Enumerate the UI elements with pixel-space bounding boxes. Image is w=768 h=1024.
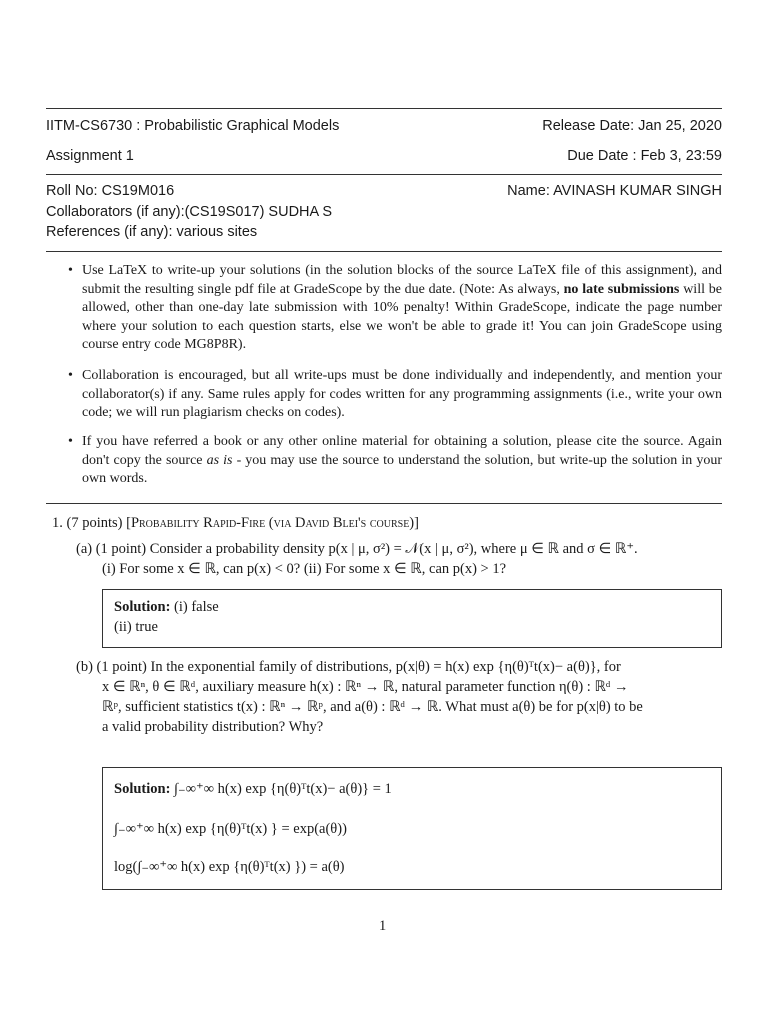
- solution-b-equation-1: ∫₋∞⁺∞ h(x) exp {η(θ)ᵀt(x)− a(θ)} = 1: [174, 781, 392, 797]
- question-points: (7 points): [66, 515, 123, 531]
- solution-b-equation-2: ∫₋∞⁺∞ h(x) exp {η(θ)ᵀt(x) } = exp(a(θ)): [114, 821, 347, 837]
- instruction-text: If you have referred a book or any other online material for obtaining a solution, please cite the source. Again don't copy the source as is - you may use the source to understand the solution, but write-up the solution in your own words.: [82, 434, 722, 486]
- solution-box-b: [102, 767, 722, 890]
- solution-label: Solution:: [114, 781, 171, 797]
- solution-box-a: [102, 589, 722, 648]
- course-title: IITM-CS6730 : Probabilistic Graphical Models: [46, 118, 340, 134]
- solution-a-answer-1: (i) false: [174, 599, 219, 615]
- solution-a-answer-2: (ii) true: [114, 619, 158, 635]
- part-b-line-2: x ∈ ℝⁿ, θ ∈ ℝᵈ, auxiliary measure h(x) : ℝⁿ → ℝ, natural parameter function η(θ) : ℝᵈ →: [102, 679, 629, 695]
- roll-number: Roll No: CS19M016: [46, 183, 175, 199]
- bullet-dot: •: [68, 263, 73, 278]
- no-late-submissions: no late submissions: [563, 281, 680, 297]
- question-number: 1.: [52, 515, 63, 531]
- part-b-text: In the exponential family of distributions, p(x|θ) = h(x) exp {η(θ)ᵀt(x)− a(θ)}, for: [150, 659, 621, 675]
- bullet-dot: •: [68, 434, 73, 449]
- info-rule: [46, 251, 722, 252]
- page-number: 1: [379, 918, 387, 934]
- latex-logo: LaTeX: [108, 263, 148, 278]
- solution-label: Solution:: [114, 599, 171, 615]
- header-rule: [46, 174, 722, 175]
- release-date: Release Date: Jan 25, 2020: [542, 118, 722, 134]
- part-b-points: (1 point): [96, 659, 147, 675]
- bullet-dot: •: [68, 368, 73, 383]
- question-title: [Probability Rapid-Fire (via David Blei's course)]: [126, 515, 419, 531]
- part-a-text: Consider a probability density p(x | μ, σ²) = 𝒩(x | μ, σ²), where μ ∈ ℝ and σ ∈ ℝ⁺.: [149, 541, 638, 557]
- solution-b-line-1: [114, 779, 392, 799]
- latex-logo: LaTeX: [517, 263, 557, 278]
- instructions-rule: [46, 503, 722, 504]
- part-b-label: (b): [76, 659, 93, 675]
- student-name: Name: AVINASH KUMAR SINGH: [507, 183, 722, 199]
- references: References (if any): various sites: [46, 224, 258, 240]
- as-is-italic: as is: [206, 452, 233, 468]
- instruction-text: Use LaTeX to write-up your solutions (in the solution blocks of the source LaTeX file of this assignment), and submit the resulting single pdf file at GradeScope by the due date. (Note: As always, no late submissions will be allowed, other than one-day late submission with 10% penalty! Within GradeScope, indicate the page number where your solution to each question starts, else we won't be able to grade it! You can join GradeScope using course entry code MG8P8R).: [82, 263, 722, 352]
- top-rule: [46, 108, 722, 109]
- part-b-line-1: [76, 657, 621, 677]
- collaborators: Collaborators (if any):(CS19S017) SUDHA S: [46, 204, 333, 220]
- part-a-label: (a): [76, 541, 93, 557]
- solution-a-line-1: [114, 597, 219, 617]
- part-b-line-3: ℝᵖ, sufficient statistics t(x) : ℝⁿ → ℝᵖ, and a(θ) : ℝᵈ → ℝ. What must a(θ) be for p(x|θ) to be: [102, 699, 643, 715]
- part-b-line-4: a valid probability distribution? Why?: [102, 719, 324, 735]
- assignment-title: Assignment 1: [46, 148, 134, 164]
- instruction-text: Collaboration is encouraged, but all write-ups must be done individually and independently, and mention your collaborator(s) if any. Same rules apply for codes written for any programming assignments (i.e., write your own code; we will run plagiarism checks on codes).: [82, 368, 722, 420]
- part-a-line-1: [76, 539, 638, 559]
- due-date: Due Date : Feb 3, 23:59: [567, 148, 722, 164]
- part-a-line-2: (i) For some x ∈ ℝ, can p(x) < 0? (ii) For some x ∈ ℝ, can p(x) > 1?: [102, 561, 507, 577]
- question-1-heading: [52, 513, 419, 533]
- part-a-points: (1 point): [95, 541, 147, 557]
- solution-b-equation-3: log(∫₋∞⁺∞ h(x) exp {η(θ)ᵀt(x) }) = a(θ): [114, 859, 345, 875]
